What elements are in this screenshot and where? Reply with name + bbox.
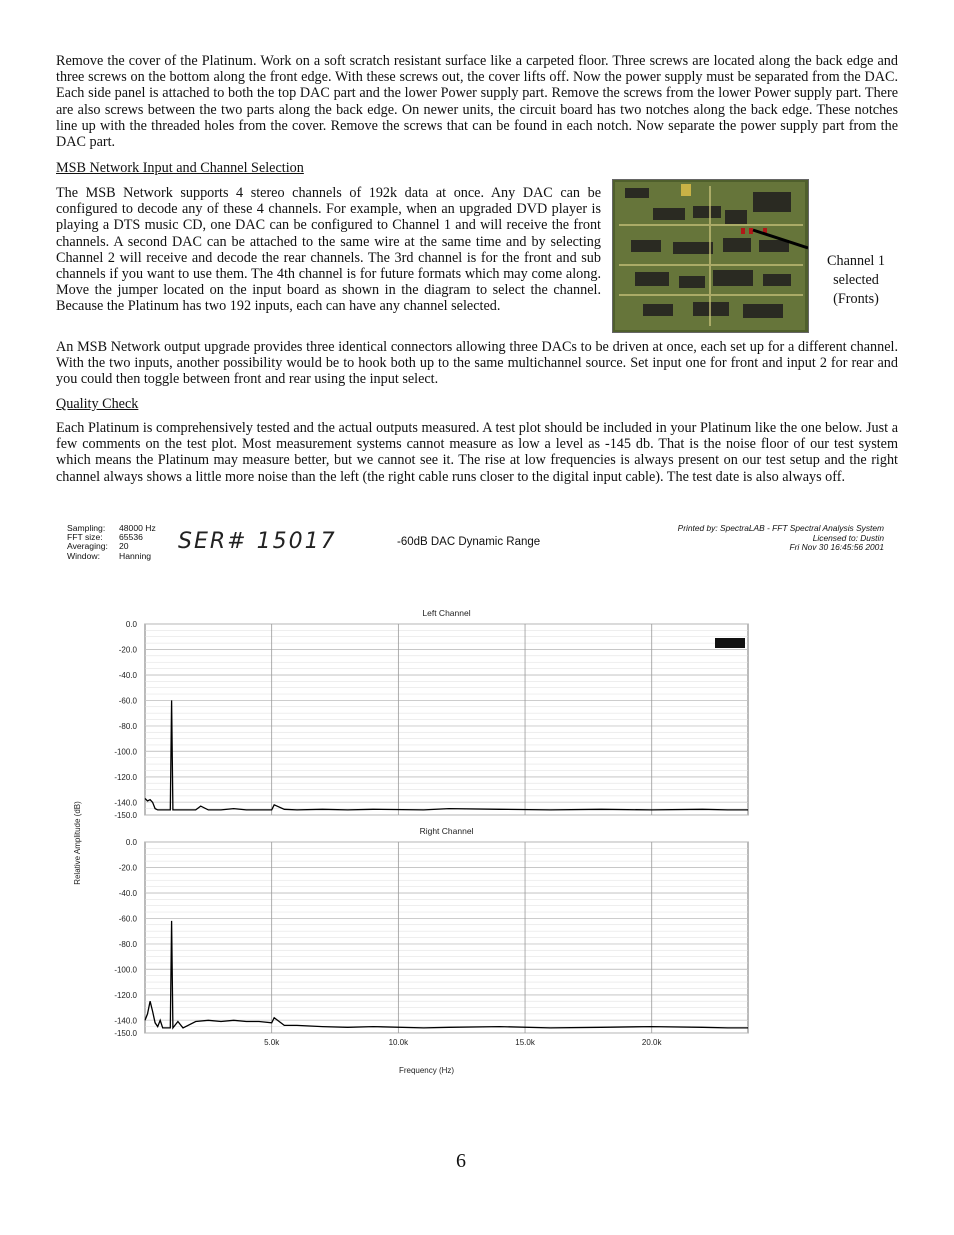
spectrum-chart <box>0 590 954 1090</box>
intro-paragraph: Remove the cover of the Platinum. Work on a soft scratch resistant surface like a carpeted floor. Three screws are located along the back edge and three screws on the bottom along the front edge. With these screws out, the cover lifts off. Now the power supply must be separated from the DAC. Each side panel is attached to both the top DAC part and the lower Power supply part. Remove the screws from the lower Power supply part. There are also screws between the two parts along the back edge. On newer units, the circuit board has two notches along the back edge. These notches line up with the threaded holes from the cover. Remove the screws that can be found in each notch. Now separate the power supply part from the DAC part. <box>56 53 898 151</box>
handwritten-serial: SER# 15017 <box>178 529 337 554</box>
window-label: Window: <box>67 550 100 561</box>
y-tick-label: -100.0 <box>114 747 137 757</box>
caption-line: selected <box>833 272 879 288</box>
panel-title: Left Channel <box>422 608 471 618</box>
window-value: Hanning <box>119 550 152 561</box>
printed-by-info <box>678 524 884 553</box>
caption-line: Channel 1 <box>827 253 885 269</box>
y-tick-label: -120.0 <box>114 772 137 782</box>
averaging-value: 20 <box>119 541 129 552</box>
upgrade-paragraph: An MSB Network output upgrade provides three identical connectors allowing three DACs to be driven at once, each set up for a different channel. With the two inputs, another possibility would be to hook both up to the same multichannel source. Set input one for front and input 2 for rear and you could then toggle between front and rear using the input select. <box>56 339 898 388</box>
x-tick-label: 20.0k <box>641 1038 662 1047</box>
averaging-label: Averaging: <box>67 541 108 552</box>
y-tick-label: -150.0 <box>114 1029 137 1038</box>
photo-caption <box>816 252 896 309</box>
sampling-label: Sampling: <box>67 523 106 533</box>
y-tick-label: -60.0 <box>118 696 137 706</box>
input-board-photo <box>612 179 809 333</box>
x-axis-label: Frequency (Hz) <box>398 1066 455 1075</box>
y-tick-label: -40.0 <box>118 888 137 898</box>
y-axis-label: Relative Amplitude (dB) <box>73 801 82 885</box>
y-tick-label: -150.0 <box>114 811 137 820</box>
x-tick-label: 10.0k <box>388 1038 409 1047</box>
y-tick-label: -40.0 <box>118 670 137 680</box>
x-tick-label: 5.0k <box>264 1038 280 1047</box>
plot-settings <box>67 524 156 561</box>
y-tick-label: 0.0 <box>125 620 137 629</box>
legend-icon <box>715 638 745 648</box>
y-tick-label: -20.0 <box>118 863 137 873</box>
y-tick-label: -140.0 <box>114 1016 137 1026</box>
y-tick-label: -60.0 <box>118 914 137 924</box>
msb-section-heading: MSB Network Input and Channel Selection <box>56 160 304 176</box>
licensed-to: Licensed to: Dustin <box>812 532 884 543</box>
y-tick-label: -140.0 <box>114 798 137 808</box>
fft-value: 65536 <box>119 532 143 543</box>
y-tick-label: 0.0 <box>125 838 137 847</box>
plot-title: -60dB DAC Dynamic Range <box>397 536 541 548</box>
y-tick-label: -120.0 <box>114 990 137 1000</box>
fft-label: FFT size: <box>67 532 103 543</box>
quality-check-paragraph: Each Platinum is comprehensively tested and the actual outputs measured. A test plot should be included in your Platinum like the one below. Just a few comments on the test plot. Most measurement systems cannot measure as low a level as -145 db. That is the noise floor of our test system which means the Platinum may measure better, but we cannot see it. The rise at low frequencies is always present on our test setup and the right channel always shows a little more noise than the left (the right cable runs closer to the digital input cable). The test date is also always off. <box>56 420 898 485</box>
page-number: 6 <box>456 1150 466 1172</box>
caption-line: (Fronts) <box>833 291 879 307</box>
quality-check-heading: Quality Check <box>56 396 139 412</box>
panel-title: Right Channel <box>419 826 474 836</box>
y-tick-label: -100.0 <box>114 965 137 975</box>
print-date: Fri Nov 30 16:45:56 2001 <box>789 542 884 553</box>
x-tick-label: 15.0k <box>515 1038 535 1047</box>
y-tick-label: -80.0 <box>118 721 137 731</box>
y-tick-label: -80.0 <box>118 939 137 949</box>
printed-by: Printed by: SpectraLAB - FFT Spectral Analysis System <box>677 523 884 533</box>
msb-paragraph: The MSB Network supports 4 stereo channels of 192k data at once. Any DAC can be configured to decode any of these 4 channels. For example, when an upgraded DVD player is playing a DTS music CD, one DAC can be configured to Channel 1 and will receive the front channels. A second DAC can be attached to the same wire at the same time and by selecting Channel 2 will receive and decode the rear channels. The 3rd channel is for the front and sub channels if you want to use them. The 4th channel is for future formats which may come along. Move the jumper located on the input board as shown in the diagram to select the channel. Because the Platinum has two 192 inputs, each can have any channel selected. <box>56 185 601 315</box>
y-tick-label: -20.0 <box>118 645 137 655</box>
sampling-value: 48000 Hz <box>119 523 156 533</box>
